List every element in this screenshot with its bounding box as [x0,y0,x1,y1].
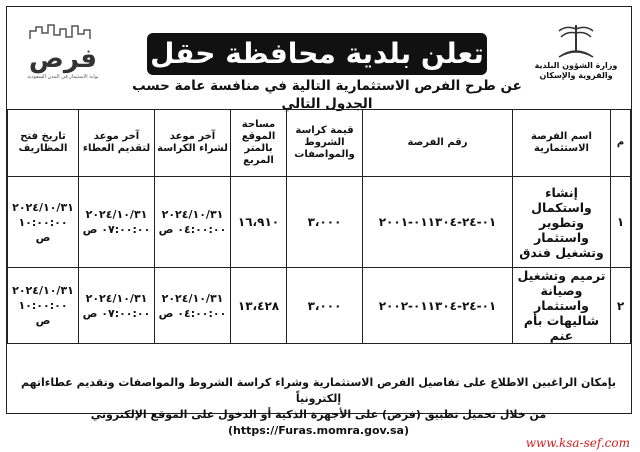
ministry-name: وزارة الشؤون البلدية والقروية والإسكان [534,61,618,80]
table-header-row [8,110,631,177]
opportunity-name: إنشاء واستكمال وتطوير واستثمار وتشغيل فندق [513,177,611,268]
col-area: مساحة الموقع بالمتر المربع [231,110,287,177]
opening-time: ١٠:٠٠:٠٠ ص [18,215,68,244]
col-last-purchase: آخر موعد لشراء الكراسة [155,110,231,177]
announcement-header [7,7,630,112]
opportunity-number: ٠١-٢٤-٠١١٣٠٤-٢٠٠١ [363,177,513,268]
announcement-frame [6,6,632,437]
opening [8,268,79,344]
table-row [8,177,631,268]
col-opening: تاريخ فتح المظاريف [8,110,79,177]
opportunity-number: ٠١-٢٤-٠١١٣٠٤-٢٠٠٢ [363,268,513,344]
site-area: ١٦،٩١٠ [231,177,287,268]
col-no: م [611,110,631,177]
last-purchase-date: ٢٠٢٤/١٠/٣١ [161,208,224,221]
opportunity-name: ترميم وتشغيل وصيانة واستثمار شاليهات بأم عنم [513,268,611,344]
city-skyline-icon [28,23,98,41]
footer-line-2: من خلال تحميل تطبيق (فرص) على الأجهزة الذكية أو الدخول على الموقع الإلكتروني (https://Furas.momra.gov.sa) [90,408,547,437]
opening-date: ٢٠٢٤/١٠/٣١ [12,284,74,297]
last-submission-date: ٢٠٢٤/١٠/٣١ [85,208,148,221]
last-submission-time: ٠٧:٠٠:٠٠ ص [82,223,151,236]
row-no: ١ [611,177,631,268]
last-purchase-time: ٠٤:٠٠:٠٠ ص [158,223,227,236]
last-submission-time: ٠٧:٠٠:٠٠ ص [82,306,151,320]
last-purchase [155,177,231,268]
palm-swords-icon [553,21,599,61]
col-opportunity-no: رقم الفرصة [363,110,513,177]
opening [8,177,79,268]
last-purchase-time: ٠٤:٠٠:٠٠ ص [158,306,227,320]
furas-logo [17,23,109,103]
last-purchase-date: ٢٠٢٤/١٠/٣١ [161,291,224,305]
site-watermark: www.ksa-sef.com [525,436,630,450]
last-submission-date: ٢٠٢٤/١٠/٣١ [85,291,148,305]
opportunities-table [7,109,631,344]
last-purchase [155,268,231,344]
opening-date: ٢٠٢٤/١٠/٣١ [12,200,74,214]
page-subtitle: عن طرح الفرص الاستثمارية التالية في منافسة عامة حسب الجدول التالي [132,78,522,112]
opening-time: ١٠:٠٠:٠٠ ص [18,299,68,327]
footer-note [7,369,630,437]
platform-tagline: بوابة الاستثمار في المدن السعودية [27,74,99,80]
table-row [8,268,631,344]
page-title: تعلن بلدية محافظة حقل [147,33,487,75]
last-submission [79,268,155,344]
col-opportunity: اسم الفرصة الاستثمارية [513,110,611,177]
col-booklet-price: قيمة كراسة الشروط والمواصفات [287,110,363,177]
booklet-price: ٣،٠٠٠ [287,177,363,268]
booklet-price: ٣،٠٠٠ [287,268,363,344]
footer-line-1: بإمكان الراغبين الاطلاع على تفاصيل الفرص الاستثمارية وشراء كراسة الشروط والمواصفات وتقديم عطاءاتهم إلكترونياً [20,376,616,405]
col-last-submission: آخر موعد لتقديم العطاء [79,110,155,177]
platform-name: فرص [28,44,98,74]
last-submission [79,177,155,268]
site-area: ١٣،٤٢٨ [231,268,287,344]
ministry-logo [530,21,622,109]
row-no: ٢ [611,268,631,344]
